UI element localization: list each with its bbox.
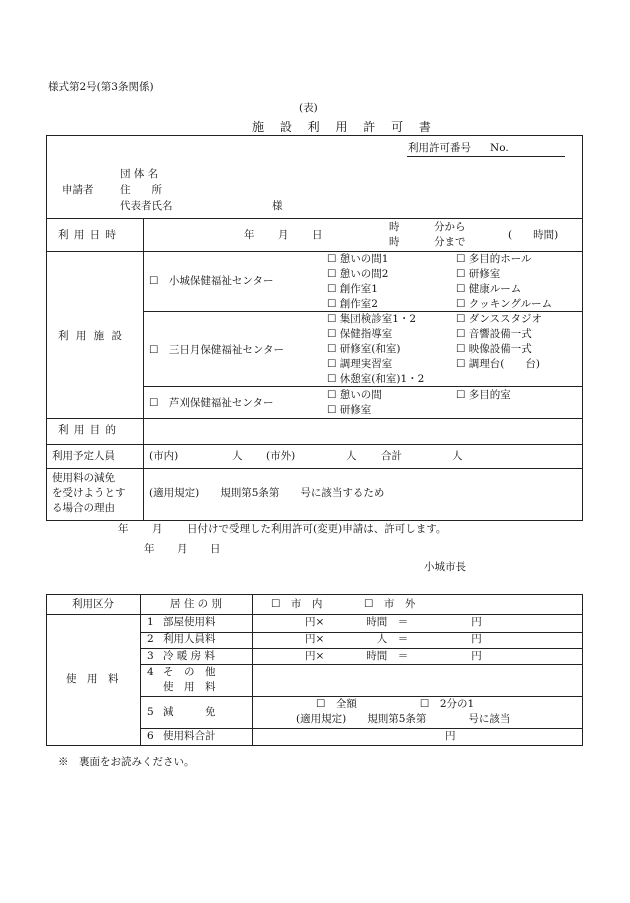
fee-row-num: 5 <box>147 706 154 718</box>
fee-row-name: 減 免 <box>163 706 216 718</box>
exemption-rule: (適用規定) 規則第5条第 号に該当 <box>296 713 511 725</box>
facility-checkbox[interactable]: ☐ 研修室(和室) <box>327 343 401 355</box>
fee-row-name: 使用料合計 <box>163 730 216 742</box>
applicant-label: 申請者 <box>62 184 94 196</box>
side-label: (表) <box>299 102 318 114</box>
representative-label: 代表者氏名 <box>120 200 173 212</box>
exemption-options[interactable]: ☐ 全額 ☐ 2分の1 <box>316 698 475 710</box>
mayor-signature: 小城市長 <box>424 561 466 573</box>
facility-checkbox[interactable]: ☐ 健康ルーム <box>456 283 522 295</box>
purpose-label: 利 用 目 的 <box>58 424 118 436</box>
approval-year: 年 <box>118 523 129 535</box>
fee-row-calc: 円× 人 ＝ 円 <box>305 633 482 645</box>
facility-checkbox[interactable]: ☐ クッキングルーム <box>456 298 553 310</box>
time-from: 分から <box>434 221 466 233</box>
datetime-label: 利 用 日 時 <box>58 229 118 241</box>
time-hour-from: 時 <box>389 221 400 233</box>
residence-city-in[interactable]: ☐ 市 内 <box>271 598 323 610</box>
fee-row-calc: 円× 時間 ＝ 円 <box>305 616 482 628</box>
fee-row-name: 利用人員料 <box>163 633 216 645</box>
facility-checkbox[interactable]: ☐ 保健指導室 <box>327 328 393 340</box>
facility-checkbox[interactable]: ☐ 憩いの間 <box>327 389 382 401</box>
facility-checkbox[interactable]: ☐ 研修室 <box>456 268 501 280</box>
center-ogi[interactable]: ☐ 小城保健福祉センター <box>149 275 274 287</box>
permit-number-label: 利用許可番号 <box>408 142 471 154</box>
fee-row-name: 部屋使用料 <box>163 616 216 628</box>
permit-number-no: No. <box>490 142 509 154</box>
facility-checkbox[interactable]: ☐ 休憩室(和室)1・2 <box>327 373 425 385</box>
date-month: 月 <box>278 229 289 241</box>
facility-checkbox[interactable]: ☐ 研修室 <box>327 404 372 416</box>
exemption-label-2: を受けようとす <box>52 487 126 499</box>
address-label: 住 所 <box>120 184 162 196</box>
issue-day: 日 <box>210 543 221 555</box>
fee-row-num: 2 <box>147 633 154 645</box>
fee-row-name: 冷 暖 房 料 <box>163 650 216 662</box>
facility-checkbox[interactable]: ☐ ダンススタジオ <box>456 313 543 325</box>
people-unit-in: 人 <box>232 450 243 462</box>
facility-checkbox[interactable]: ☐ 調理台( 台) <box>456 358 540 370</box>
people-total-label: 合計 <box>381 450 402 462</box>
facility-checkbox[interactable]: ☐ 創作室1 <box>327 283 378 295</box>
fee-total-unit: 円 <box>445 730 456 742</box>
fee-label: 使 用 料 <box>66 673 119 685</box>
footer-note: ※ 裏面をお読みください。 <box>58 756 195 768</box>
facility-checkbox[interactable]: ☐ 音響設備一式 <box>456 328 532 340</box>
exemption-text: (適用規定) 規則第5条第 号に該当するため <box>149 487 385 499</box>
people-city-in: (市内) <box>149 450 179 462</box>
facility-checkbox[interactable]: ☐ 多目的ホール <box>456 253 532 265</box>
approval-month: 月 <box>152 523 163 535</box>
facility-checkbox[interactable]: ☐ 創作室2 <box>327 298 378 310</box>
exemption-label-1: 使用料の減免 <box>52 472 115 484</box>
fee-row-name: そ の 他 <box>163 666 216 678</box>
issue-year: 年 <box>144 543 155 555</box>
time-hours: ( 時間) <box>508 229 559 241</box>
fee-row-num: 1 <box>147 616 154 628</box>
category-label: 利用区分 <box>72 598 114 610</box>
fee-row-num: 4 <box>147 666 154 678</box>
date-year: 年 <box>244 229 255 241</box>
approval-text: 日付けで受理した利用許可(変更)申請は、許可します。 <box>187 523 447 535</box>
facility-checkbox[interactable]: ☐ 憩いの間2 <box>327 268 389 280</box>
issue-month: 月 <box>177 543 188 555</box>
people-unit-out: 人 <box>346 450 357 462</box>
date-day: 日 <box>312 229 323 241</box>
fee-row-name-2: 使 用 料 <box>163 681 216 693</box>
time-hour-to: 時 <box>389 236 400 248</box>
facility-checkbox[interactable]: ☐ 映像設備一式 <box>456 343 532 355</box>
residence-city-out[interactable]: ☐ 市 外 <box>364 598 416 610</box>
honorific: 様 <box>272 200 283 212</box>
page-title: 施 設 利 用 許 可 書 <box>252 120 437 134</box>
fee-row-calc: 円× 時間 ＝ 円 <box>305 650 482 662</box>
time-to: 分まで <box>434 236 466 248</box>
people-unit-total: 人 <box>452 450 463 462</box>
center-ashikari[interactable]: ☐ 芦刈保健福祉センター <box>149 397 274 409</box>
exemption-label-3: る場合の理由 <box>52 502 115 514</box>
people-city-out: (市外) <box>266 450 296 462</box>
center-mikazuki[interactable]: ☐ 三日月保健福祉センター <box>149 344 284 356</box>
facilities-label: 利 用 施 設 <box>58 330 125 342</box>
facility-checkbox[interactable]: ☐ 憩いの間1 <box>327 253 389 265</box>
org-name-label: 団 体 名 <box>120 168 159 180</box>
fee-row-num: 3 <box>147 650 154 662</box>
fee-row-num: 6 <box>147 730 154 742</box>
form-number: 様式第2号(第3条関係) <box>48 81 154 93</box>
facility-checkbox[interactable]: ☐ 集団検診室1・2 <box>327 313 417 325</box>
facility-checkbox[interactable]: ☐ 多目的室 <box>456 389 511 401</box>
people-label: 利用予定人員 <box>52 450 115 462</box>
residence-label: 居 住 の 別 <box>170 598 223 610</box>
facility-checkbox[interactable]: ☐ 調理実習室 <box>327 358 393 370</box>
